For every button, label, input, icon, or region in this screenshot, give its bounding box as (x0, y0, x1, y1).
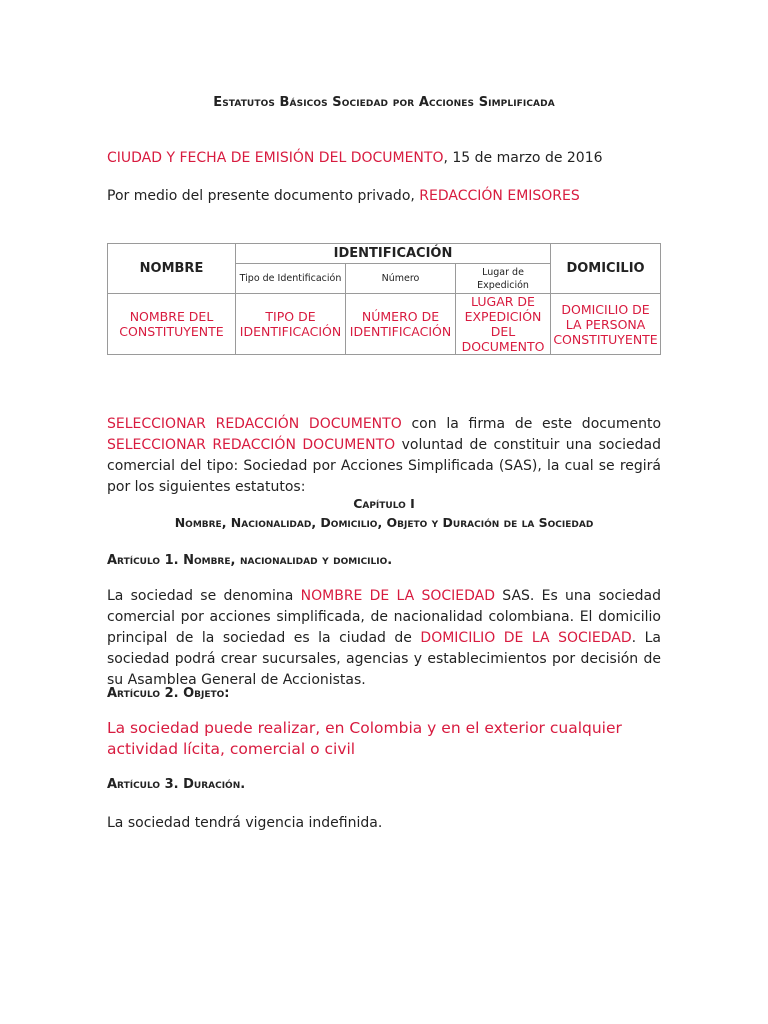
emission-date: 15 de marzo de 2016 (447, 150, 603, 166)
subheader-tipo: Tipo de Identificación (236, 264, 346, 294)
article-2-heading (107, 686, 230, 701)
redaccion-placeholder-2: SELECCIONAR REDACCIÓN DOCUMENTO (107, 437, 396, 453)
cell-numero: NÚMERO DE IDENTIFICACIÓN (346, 294, 456, 355)
document-title: Estatutos Básicos Sociedad por Acciones Simplificada (213, 95, 555, 110)
header-identificacion: IDENTIFICACIÓN (236, 244, 551, 264)
header-domicilio: DOMICILIO (551, 244, 661, 294)
article-1-text-b: SAS. Es una sociedad comercial por acciones simplificada, de nacionalidad colombiana. El domicilio principal de la sociedad es la ciudad de (107, 588, 662, 646)
article-1-text-c: . La sociedad podrá crear sucursales, agencias y establecimientos por decisión de su Asamblea General de Accionistas. (107, 630, 661, 688)
article-2-text: La sociedad puede realizar, en Colombia y en el exterior cualquier actividad lícita, comercial o civil (107, 719, 622, 758)
cell-nombre: NOMBRE DEL CONSTITUYENTE (108, 294, 236, 355)
constitution-paragraph (107, 414, 661, 498)
paragraph1-text-2: voluntad de constituir una sociedad comercial del tipo: Sociedad por Acciones Simplificada (SAS), la cual se regirá por los siguientes estatutos: (107, 437, 662, 495)
article-1-paragraph (107, 586, 661, 691)
article-3-title: Duración. (178, 777, 246, 792)
table-header-row (108, 244, 661, 264)
article-1-number: Artículo 1. (107, 553, 179, 568)
cell-domicilio: DOMICILIO DE LA PERSONA CONSTITUYENTE (551, 294, 661, 355)
emisores-placeholder: REDACCIÓN EMISORES (419, 188, 580, 204)
article-2-number: Artículo 2. (107, 686, 179, 701)
city-date-separator: , (443, 150, 448, 166)
constituent-table (107, 243, 661, 355)
domicilio-sociedad-placeholder: DOMICILIO DE LA SOCIEDAD (420, 630, 632, 646)
header-nombre: NOMBRE (108, 244, 236, 294)
city-date-line (107, 150, 603, 166)
paragraph1-text-1: con la firma de este documento (401, 416, 662, 432)
article-1-heading (107, 553, 392, 568)
article-3-heading (107, 777, 245, 792)
cell-tipo: TIPO DE IDENTIFICACIÓN (236, 294, 346, 355)
chapter-subtitle: Nombre, Nacionalidad, Domicilio, Objeto y Duración de la Sociedad (174, 515, 594, 530)
intro-line (107, 188, 580, 204)
city-date-placeholder: CIUDAD Y FECHA DE EMISIÓN DEL DOCUMENTO (107, 150, 444, 166)
article-3-number: Artículo 3. (107, 777, 179, 792)
cell-lugar: LUGAR DE EXPEDICIÓN DEL DOCUMENTO (456, 294, 551, 355)
nombre-sociedad-placeholder: NOMBRE DE LA SOCIEDAD (300, 588, 503, 604)
article-1-title: Nombre, nacionalidad y domicilio. (178, 553, 393, 568)
article-3-text: La sociedad tendrá vigencia indefinida. (107, 815, 383, 831)
chapter-title: Capítulo I (353, 496, 415, 511)
subheader-numero: Número (346, 264, 456, 294)
article-1-text-a: La sociedad se denomina (107, 588, 301, 604)
subheader-lugar: Lugar de Expedición (456, 264, 551, 294)
redaccion-placeholder-1: SELECCIONAR REDACCIÓN DOCUMENTO (107, 416, 402, 432)
article-2-title: Objeto: (178, 686, 230, 701)
table-row (108, 294, 661, 355)
intro-text: Por medio del presente documento privado, (107, 188, 420, 204)
